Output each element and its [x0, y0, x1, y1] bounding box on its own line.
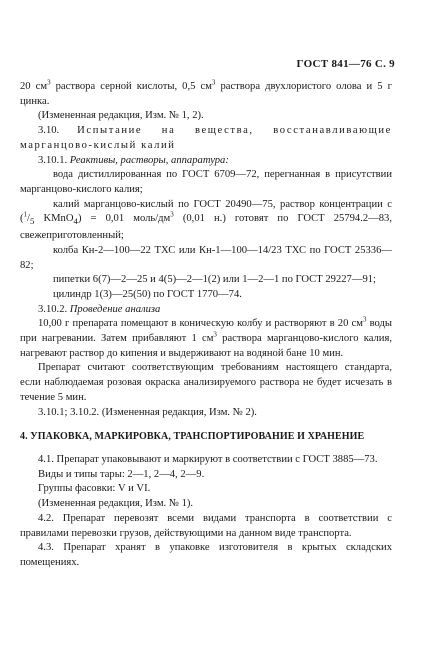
paragraph: пипетки 6(7)—2—25 и 4(5)—2—1(2) или 1—2—1 по ГОСТ 29227—91; [53, 274, 376, 286]
paragraph: (Измененная редакция, Изм. № 1). [38, 498, 194, 510]
paragraph: цилиндр 1(3)—25(50) по ГОСТ 1770—74. [53, 288, 242, 300]
paragraph: 4.3. Препарат хранят в упаковке изготовителя в крытых складских помещениях. [20, 542, 392, 568]
paragraph: 20 $см^3$ раствора серной кислоты, 0,5 $см^3$ раствора двухлористого олова и 5 г цинка. [20, 78, 392, 107]
paragraph: 3.10. Испытание на вещества, восстанавливающие марганцово-кислый калий [20, 125, 392, 151]
section-heading: 4. УПАКОВКА, МАРКИРОВКА, ТРАНСПОРТИРОВАНИЕ И ХРАНЕНИЕ [20, 431, 365, 443]
paragraph: 10,00 г препарата помещают в коническую колбу и растворяют в 20 $см^3$ воды при нагревании. Затем прибавляют 1 $см^3$ раствора марганцово-кислого калия, нагревают раствор до кипения и выдерживают на водяной бане 10 мин. [20, 315, 393, 359]
document-body [20, 80, 392, 571]
paragraph: калий марганцово-кислый по ГОСТ 20490—75, раствор концентрации с ($^1/_5$ KMnO$_4$) = 0,01 моль/$дм^3$ (0,01 н.) готовят по ГОСТ 25794.2—83, свежеприготовленный; [20, 198, 392, 242]
paragraph: Виды и типы тары: 2—1, 2—4, 2—9. [38, 468, 205, 480]
paragraph: 3.10.1. Реактивы, растворы, аппаратура: [38, 154, 229, 166]
paragraph: (Измененная редакция, Изм. № 1, 2). [38, 110, 204, 122]
paragraph: 3.10.2. Проведение анализа [38, 303, 161, 315]
paragraph: 4.1. Препарат упаковывают и маркируют в соответствии с ГОСТ 3885—73. [38, 453, 378, 465]
paragraph: 3.10.1; 3.10.2. (Измененная редакция, Изм. № 2). [38, 406, 257, 418]
paragraph: вода дистиллированная по ГОСТ 6709—72, перегнанная в присутствии марганцово-кислого калия; [20, 169, 392, 195]
page-header: ГОСТ 841—76 С. 9 [296, 58, 395, 70]
paragraph: Препарат считают соответствующим требованиям настоящего стандарта, если наблюдаемая розовая окраска анализируемого раствора не будет исчезать в течение 5 мин. [20, 362, 392, 403]
paragraph: 4.2. Препарат перевозят всеми видами транспорта в соответствии с правилами перевозки грузов, действующими на данном виде транспорта. [20, 512, 392, 539]
paragraph: колба Кн-2—100—22 ТХС или Кн-1—100—14/23 ТХС по ГОСТ 25336—82; [20, 244, 392, 271]
paragraph: Группы фасовки: V и VI. [38, 483, 151, 495]
